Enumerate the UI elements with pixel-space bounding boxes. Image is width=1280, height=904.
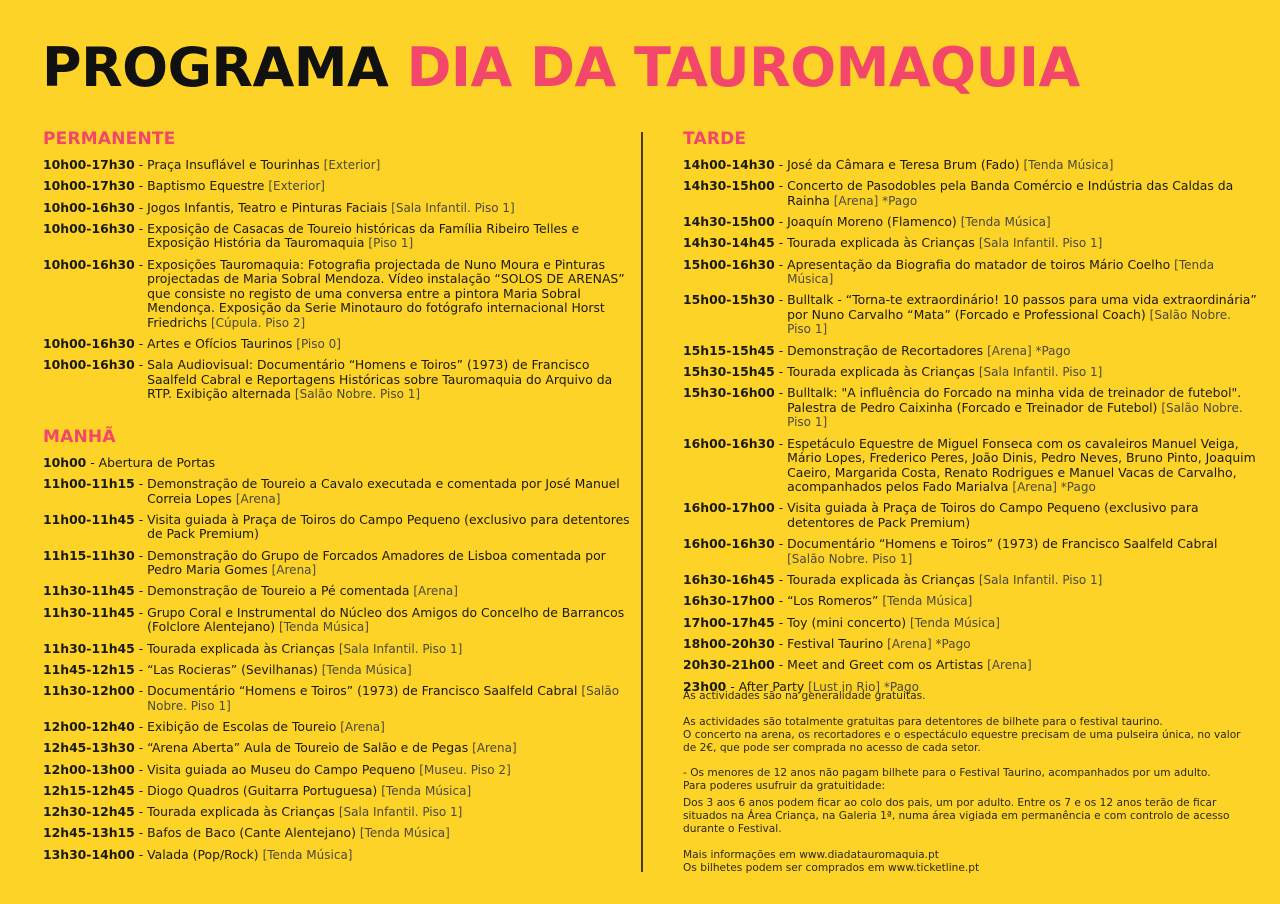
schedule-item	[683, 344, 1258, 359]
item-description	[147, 158, 633, 173]
item-separator: -	[134, 335, 148, 351]
item-time: 11h00-11h15	[43, 476, 135, 492]
item-description	[147, 826, 633, 841]
item-description	[787, 179, 1258, 208]
schedule-item	[683, 258, 1258, 287]
item-description	[147, 222, 633, 251]
item-separator: -	[774, 593, 788, 609]
item-title: Tourada explicada às Crianças	[787, 364, 975, 380]
note-minors: - Os menores de 12 anos não pagam bilhete para o Festival Taurino, acompanhados por um adulto. Para poderes usufruir da gratuitidade:	[683, 767, 1211, 793]
item-description	[147, 337, 633, 352]
item-separator: -	[134, 357, 148, 373]
schedule-item	[43, 358, 633, 402]
item-time: 14h30-14h45	[683, 235, 775, 251]
item-time: 11h00-11h45	[43, 511, 135, 527]
item-time: 11h30-11h45	[43, 604, 135, 620]
schedule-item	[683, 537, 1258, 566]
item-separator: -	[726, 678, 739, 694]
item-time: 11h45-12h15	[43, 661, 135, 677]
item-description	[147, 848, 633, 863]
schedule-item	[43, 258, 633, 331]
item-separator: -	[134, 825, 148, 841]
item-description	[147, 763, 633, 778]
item-separator: -	[134, 683, 148, 699]
item-separator: -	[774, 235, 788, 251]
right-column	[683, 128, 1258, 701]
item-time: 11h30-12h00	[43, 683, 135, 699]
schedule-item	[683, 215, 1258, 230]
item-description	[787, 293, 1258, 337]
item-location: [Tenda Música]	[882, 594, 973, 609]
item-description	[787, 501, 1258, 530]
schedule-item	[43, 201, 633, 216]
item-separator: -	[774, 635, 788, 651]
item-separator: -	[134, 178, 148, 194]
schedule-item	[43, 549, 633, 578]
item-time: 12h45-13h30	[43, 740, 135, 756]
item-time: 16h00-16h30	[683, 435, 775, 451]
section-manha	[43, 426, 633, 862]
item-location: [Salão Nobre. Piso 1]	[147, 684, 620, 713]
item-location: [Arena] *Pago	[1012, 480, 1096, 495]
item-description	[147, 805, 633, 820]
item-title: Tourada explicada às Crianças	[147, 640, 335, 656]
item-location: [Arena]	[987, 658, 1032, 673]
item-description	[787, 215, 1258, 230]
item-separator: -	[774, 500, 788, 516]
item-location: [Sala Infantil. Piso 1]	[978, 573, 1103, 588]
item-time: 13h30-14h00	[43, 846, 135, 862]
item-separator: -	[134, 256, 148, 272]
item-title: Demonstração de Toureio a Cavalo executada e comentada por José Manuel Correia Lopes	[147, 476, 620, 506]
item-location: [Piso 0]	[296, 336, 341, 351]
item-location: [Museu. Piso 2]	[419, 762, 511, 777]
item-location: [Arena]	[472, 741, 517, 756]
schedule-item	[43, 456, 633, 471]
item-description	[787, 537, 1258, 566]
item-description	[787, 386, 1258, 430]
schedule-item	[43, 848, 633, 863]
item-title: Documentário “Homens e Toiros” (1973) de Francisco Saalfeld Cabral	[147, 683, 578, 699]
item-location: [Salão Nobre. Piso 1]	[787, 400, 1243, 430]
item-description	[787, 437, 1258, 495]
schedule-item	[683, 616, 1258, 631]
item-title: “Las Rocieras” (Sevilhanas)	[147, 661, 318, 677]
item-title: Visita guiada à Praça de Toiros do Campo Pequeno (exclusivo para detentores de Pack Premium)	[787, 500, 1199, 530]
item-title: Festival Taurino	[787, 635, 884, 651]
item-location: [Arena]	[271, 563, 317, 578]
item-separator: -	[134, 583, 148, 599]
item-time: 15h00-16h30	[683, 256, 775, 272]
schedule-item	[683, 637, 1258, 652]
item-title: Exibição de Escolas de Toureio	[147, 718, 337, 734]
item-description	[787, 616, 1258, 631]
item-location: [Arena]	[235, 491, 281, 506]
page-title	[42, 36, 1080, 100]
item-description	[787, 258, 1258, 287]
item-time: 10h00	[43, 454, 87, 470]
item-location: [Sala Infantil. Piso 1]	[391, 200, 515, 215]
item-separator: -	[774, 435, 788, 451]
item-location: [Piso 1]	[368, 236, 414, 251]
schedule-item	[43, 784, 633, 799]
title-programa: PROGRAMA	[42, 36, 389, 99]
item-separator: -	[134, 782, 148, 798]
item-location: [Cúpula. Piso 2]	[211, 315, 306, 330]
item-description	[147, 258, 633, 331]
schedule-item	[43, 222, 633, 251]
item-description	[147, 201, 633, 216]
item-location: [Tenda Música]	[262, 847, 353, 862]
schedule-item	[43, 642, 633, 657]
item-title: Documentário “Homens e Toiros” (1973) de Francisco Saalfeld Cabral	[787, 536, 1218, 552]
item-separator: -	[134, 804, 148, 820]
section-tarde	[683, 128, 1258, 694]
item-location: [Tenda Música]	[1023, 158, 1114, 172]
schedule-item	[43, 763, 633, 778]
item-location: [Salão Nobre. Piso 1]	[294, 387, 421, 402]
item-title: Demonstração de Recortadores	[787, 342, 984, 358]
item-description	[147, 606, 633, 635]
item-description	[787, 658, 1258, 673]
item-title: Diogo Quadros (Guitarra Portuguesa)	[147, 782, 378, 798]
item-location: [Arena] *Pago	[887, 636, 971, 651]
item-title: Tourada explicada às Crianças	[787, 235, 975, 251]
item-title: After Party	[738, 678, 805, 694]
item-separator: -	[774, 214, 788, 230]
item-time: 20h30-21h00	[683, 657, 775, 673]
item-separator: -	[134, 718, 148, 734]
item-description	[147, 684, 633, 713]
item-description	[147, 784, 633, 799]
schedule-item	[43, 741, 633, 756]
item-time: 11h30-11h45	[43, 640, 135, 656]
item-title: Bafos de Baco (Cante Alentejano)	[147, 825, 356, 841]
schedule-item	[683, 236, 1258, 251]
schedule-item	[43, 513, 633, 542]
item-title: Artes e Ofícios Taurinos	[147, 335, 293, 351]
item-separator: -	[774, 157, 788, 172]
item-description	[147, 720, 633, 735]
item-time: 10h00-16h30	[43, 256, 135, 272]
item-title: “Los Romeros”	[787, 593, 879, 609]
schedule-item	[43, 684, 633, 713]
item-title: Tourada explicada às Crianças	[787, 572, 975, 588]
item-time: 16h30-16h45	[683, 572, 775, 588]
item-title: Joaquín Moreno (Flamenco)	[787, 214, 957, 230]
item-title: Bulltalk - “Torna-te extraordinário! 10 passos para uma vida extraordinária” por Nuno Carvalho “Mata” (Forcado e Professional Coach)	[787, 292, 1257, 322]
item-separator: -	[134, 640, 148, 656]
item-title: Jogos Infantis, Teatro e Pinturas Faciais	[147, 199, 388, 215]
item-location: [Tenda Música]	[381, 783, 472, 798]
item-title: Visita guiada ao Museu do Campo Pequeno	[147, 761, 416, 777]
item-time: 15h30-16h00	[683, 385, 775, 401]
item-title: Meet and Greet com os Artistas	[787, 657, 984, 673]
item-separator: -	[134, 740, 148, 756]
schedule-item	[683, 594, 1258, 609]
item-separator: -	[134, 199, 148, 215]
note-general: As actividades são na generalidade gratuitas.	[683, 690, 926, 702]
item-title: Toy (mini concerto)	[787, 614, 907, 630]
item-description	[147, 642, 633, 657]
item-time: 14h30-15h00	[683, 214, 775, 230]
left-column	[43, 128, 633, 869]
item-time: 14h00-14h30	[683, 157, 775, 172]
item-separator: -	[134, 604, 148, 620]
item-location: [Sala Infantil. Piso 1]	[338, 805, 463, 820]
item-time: 12h45-13h15	[43, 825, 135, 841]
item-time: 14h30-15h00	[683, 178, 775, 194]
item-separator: -	[774, 256, 788, 272]
schedule-item	[683, 365, 1258, 380]
item-title: Visita guiada à Praça de Toiros do Campo Pequeno (exclusivo para detentores de Pack Premium)	[147, 511, 630, 542]
item-title: Demonstração do Grupo de Forcados Amadores de Lisboa comentada por Pedro Maria Gomes	[147, 547, 606, 578]
item-title: Tourada explicada às Crianças	[147, 804, 335, 820]
item-time: 12h00-12h40	[43, 718, 135, 734]
item-title: Sala Audiovisual: Documentário “Homens e Toiros” (1973) de Francisco Saalfeld Cabral e Reportagens Históricas sobre Tauromaquia do Arquivo da RTP. Exibição alternada	[147, 357, 613, 402]
schedule-item	[683, 437, 1258, 495]
item-separator: -	[774, 536, 788, 552]
item-description	[147, 663, 633, 678]
item-separator: -	[774, 178, 788, 194]
item-time: 11h30-11h45	[43, 583, 135, 599]
item-title: Concerto de Pasodobles pela Banda Comércio e Indústria das Caldas da Rainha	[787, 178, 1234, 208]
item-location: [Arena] *Pago	[987, 343, 1071, 358]
item-description	[787, 594, 1258, 609]
schedule-item	[43, 826, 633, 841]
item-separator: -	[774, 572, 788, 588]
item-description	[787, 236, 1258, 251]
schedule-item	[43, 158, 633, 173]
item-separator: -	[774, 657, 788, 673]
item-time: 10h00-16h30	[43, 199, 135, 215]
item-location: [Tenda Música]	[321, 662, 412, 677]
notes-block	[683, 690, 1243, 888]
item-title: Valada (Pop/Rock)	[147, 846, 259, 862]
item-location: [Arena] *Pago	[833, 193, 918, 208]
item-separator: -	[134, 157, 148, 172]
item-description	[787, 344, 1258, 359]
section-title: TARDE	[683, 129, 747, 149]
item-time: 15h15-15h45	[683, 342, 775, 358]
item-time: 10h00-16h30	[43, 335, 135, 351]
schedule-item	[683, 386, 1258, 430]
schedule-item	[683, 158, 1258, 173]
item-title: Grupo Coral e Instrumental do Núcleo dos Amigos do Concelho de Barrancos (Folclore Alentejano)	[147, 604, 625, 635]
item-description	[147, 584, 633, 599]
item-location: [Salão Nobre. Piso 1]	[787, 551, 913, 566]
item-time: 11h15-11h30	[43, 547, 135, 563]
schedule-item	[43, 606, 633, 635]
item-title: Praça Insuflável e Tourinhas	[147, 157, 320, 172]
item-time: 15h30-15h45	[683, 364, 775, 380]
item-time: 12h00-13h00	[43, 761, 135, 777]
item-description	[99, 456, 633, 471]
item-location: [Exterior]	[268, 179, 325, 194]
item-title: Espetáculo Equestre de Miguel Fonseca com os cavaleiros Manuel Veiga, Mário Lopes, Frederico Peres, João Dinis, Pedro Neves, Bruno Pinto, Joaquim Caeiro, Margarida Costa, Renato Rodrigues e Manuel Vacas de Carvalho, acompanhados pelos Fado Marialva	[787, 435, 1256, 495]
item-title: Abertura de Portas	[98, 454, 216, 470]
item-time: 10h00-17h30	[43, 178, 135, 194]
item-separator: -	[134, 846, 148, 862]
ticket-website[interactable]: Os bilhetes podem ser comprados em www.ticketline.pt	[683, 861, 980, 874]
item-time: 15h00-15h30	[683, 292, 775, 308]
item-separator: -	[774, 385, 788, 401]
item-title: Demonstração de Toureio a Pé comentada	[147, 583, 410, 599]
item-title: Exposição de Casacas de Toureio históricas da Família Ribeiro Telles e Exposição História da Tauromaquia	[147, 220, 580, 251]
item-time: 10h00-17h30	[43, 157, 135, 172]
schedule-item	[683, 573, 1258, 588]
schedule-item	[683, 293, 1258, 337]
note-age-rules: Dos 3 aos 6 anos podem ficar ao colo dos pais, um por adulto. Entre os 7 e os 12 anos terão de ficar situados na Área Criança, na Galeria 1ª, numa área vigiada em permanência e com controlo de acesso durante o Festival.	[683, 797, 1230, 836]
item-description	[147, 358, 633, 402]
item-separator: -	[134, 761, 148, 777]
note-free-for-ticket-holders: As actividades são totalmente gratuitas para detentores de bilhete para o festival taurino. O concerto na arena, os recortadores e o espectáculo equestre precisam de uma pulseira única, no valor de 2€, que pode ser comprada no acesso de cada setor.	[683, 715, 1241, 754]
item-title: Apresentação da Biografia do matador de toiros Mário Coelho	[787, 256, 1171, 272]
item-time: 12h15-12h45	[43, 782, 135, 798]
item-description	[147, 477, 633, 506]
item-separator: -	[134, 547, 148, 563]
item-time: 18h00-20h30	[683, 635, 775, 651]
item-separator: -	[774, 292, 788, 308]
schedule-item	[43, 337, 633, 352]
item-description	[147, 179, 633, 194]
item-time: 10h00-16h30	[43, 220, 135, 236]
schedule-item	[43, 477, 633, 506]
item-location: [Sala Infantil. Piso 1]	[338, 641, 463, 656]
item-time: 17h00-17h45	[683, 614, 775, 630]
item-time: 16h00-16h30	[683, 536, 775, 552]
item-location: [Exterior]	[323, 158, 381, 172]
item-time: 12h30-12h45	[43, 804, 135, 820]
item-separator: -	[134, 476, 148, 492]
item-separator: -	[774, 364, 788, 380]
item-location: [Tenda Música]	[359, 826, 450, 841]
item-time: 16h00-17h00	[683, 500, 775, 516]
title-event-name: DIA DA TAUROMAQUIA	[406, 36, 1080, 99]
item-description	[147, 741, 633, 756]
item-time: 10h00-16h30	[43, 357, 135, 373]
schedule-item	[43, 179, 633, 194]
item-separator: -	[134, 511, 148, 527]
item-separator: -	[134, 220, 148, 236]
section-permanente	[43, 128, 633, 402]
schedule-item	[683, 501, 1258, 530]
note-more-info	[683, 849, 1243, 875]
schedule-item	[43, 720, 633, 735]
schedule-item	[683, 658, 1258, 673]
item-location: [Tenda Música]	[910, 615, 1000, 630]
info-website[interactable]: Mais informações em www.diadatauromaquia.pt	[683, 848, 939, 861]
item-title: Baptismo Equestre	[147, 178, 265, 194]
item-separator: -	[774, 614, 788, 630]
item-separator: -	[86, 454, 99, 470]
item-location: [Tenda Música]	[279, 620, 369, 635]
item-description	[147, 549, 633, 578]
item-description	[147, 513, 633, 542]
item-separator: -	[774, 342, 788, 358]
item-title: José da Câmara e Teresa Brum (Fado)	[787, 157, 1020, 172]
item-time: 16h30-17h00	[683, 593, 775, 609]
item-location: [Sala Infantil. Piso 1]	[978, 365, 1103, 380]
schedule-item	[43, 805, 633, 820]
schedule-item	[683, 179, 1258, 208]
section-title: PERMANENTE	[43, 129, 176, 149]
item-description	[787, 573, 1258, 588]
item-description	[787, 637, 1258, 652]
item-location: [Salão Nobre. Piso 1]	[787, 307, 1231, 337]
item-location: [Tenda Música]	[787, 257, 1215, 287]
section-title: MANHÃ	[43, 426, 116, 447]
item-location: [Sala Infantil. Piso 1]	[978, 236, 1103, 251]
schedule-item	[43, 663, 633, 678]
item-separator: -	[134, 661, 148, 677]
item-location: [Arena]	[413, 584, 458, 599]
item-title: Bulltalk: "A influência do Forcado na minha vida de treinador de futebol". Palestra de Pedro Caixinha (Forcado e Treinador de Futebol)	[787, 385, 1242, 415]
item-location: [Tenda Música]	[960, 215, 1051, 230]
item-title: Exposições Tauromaquia: Fotografia projectada de Nuno Moura e Pinturas projectadas de Maria Sobral Mendoza. Vídeo instalação “SOLOS DE ARENAS” que consiste no registo de uma conversa entre a pintora Maria Sobral Mendonça. Exposição da Serie Minotauro do fotógrafo internacional Horst Friedrichs	[147, 256, 625, 330]
item-description	[787, 365, 1258, 380]
column-divider	[641, 132, 643, 872]
schedule-item	[43, 584, 633, 599]
item-title: “Arena Aberta” Aula de Toureio de Salão e de Pegas	[147, 740, 469, 756]
item-description	[787, 158, 1258, 173]
item-location: [Arena]	[340, 719, 385, 734]
item-time: 23h00	[683, 678, 727, 694]
item-location: [Lust in Rio] *Pago	[808, 679, 919, 694]
